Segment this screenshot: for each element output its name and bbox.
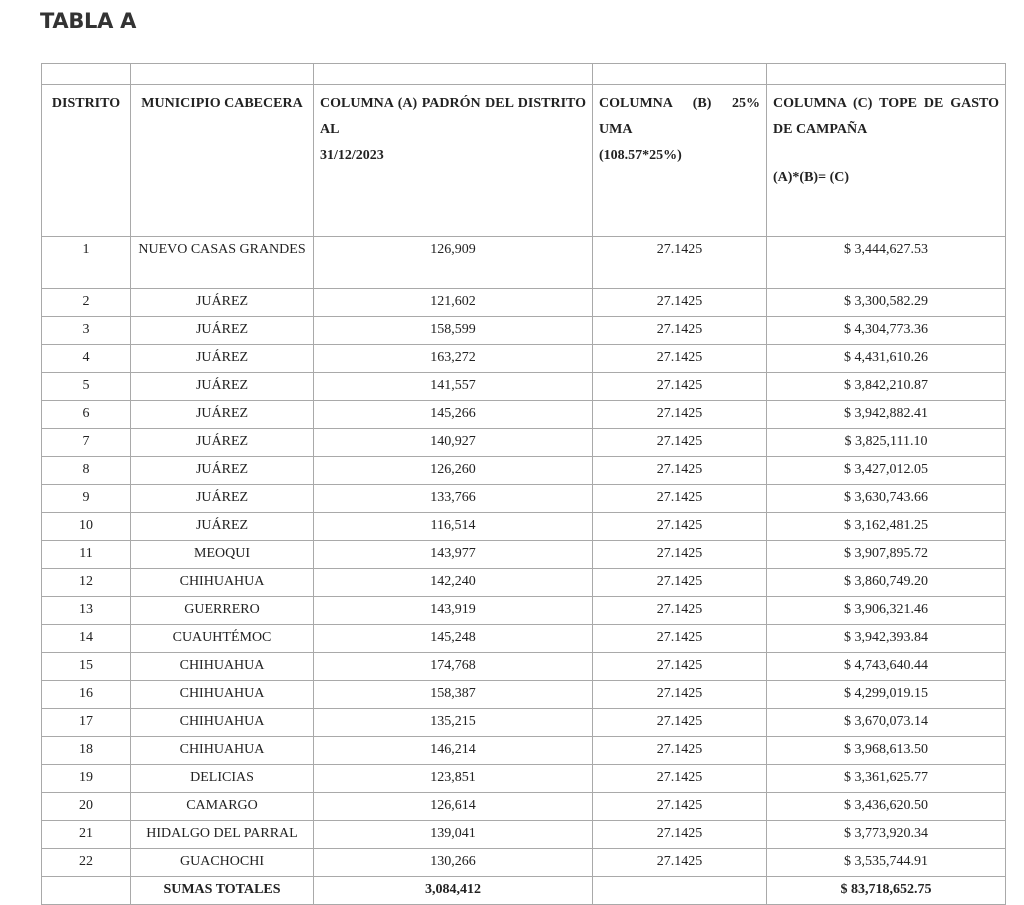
cell-distrito: 10 [42,513,131,541]
cell-uma: 27.1425 [593,345,767,373]
cell-uma: 27.1425 [593,429,767,457]
cell-tope: $ 3,670,073.14 [767,709,1006,737]
table-row [42,541,1006,569]
cell-padron: 139,041 [314,821,593,849]
table-spacer-row [42,64,1006,85]
cell-tope: $ 3,942,882.41 [767,401,1006,429]
cell-municipio: MEOQUI [131,541,314,569]
cell-padron: 116,514 [314,513,593,541]
cell-uma: 27.1425 [593,653,767,681]
cell-distrito: 17 [42,709,131,737]
cell-tope: $ 3,427,012.05 [767,457,1006,485]
table-row [42,485,1006,513]
cell-padron: 146,214 [314,737,593,765]
totals-label: SUMAS TOTALES [131,877,314,905]
cell-uma: 27.1425 [593,401,767,429]
table-row [42,597,1006,625]
cell-municipio: JUÁREZ [131,345,314,373]
table-row [42,821,1006,849]
cell-padron: 158,387 [314,681,593,709]
cell-distrito: 18 [42,737,131,765]
cell-padron: 126,260 [314,457,593,485]
cell-municipio: CHIHUAHUA [131,737,314,765]
cell-uma: 27.1425 [593,289,767,317]
page-title: TABLA A [40,9,137,33]
cell-municipio: JUÁREZ [131,485,314,513]
table-row [42,289,1006,317]
totals-empty-cell [593,877,767,905]
table-row [42,429,1006,457]
cell-padron: 142,240 [314,569,593,597]
spacer-cell [314,64,593,85]
header-col-b [593,85,767,237]
cell-uma: 27.1425 [593,737,767,765]
cell-padron: 145,248 [314,625,593,653]
cell-padron: 121,602 [314,289,593,317]
cell-distrito: 3 [42,317,131,345]
cell-uma: 27.1425 [593,793,767,821]
totals-padron: 3,084,412 [314,877,593,905]
cell-distrito: 5 [42,373,131,401]
cell-padron: 158,599 [314,317,593,345]
cell-padron: 133,766 [314,485,593,513]
cell-municipio: CHIHUAHUA [131,681,314,709]
cell-uma: 27.1425 [593,541,767,569]
cell-municipio: CAMARGO [131,793,314,821]
cell-uma: 27.1425 [593,485,767,513]
cell-distrito: 16 [42,681,131,709]
table-row [42,681,1006,709]
cell-uma: 27.1425 [593,513,767,541]
table-row [42,737,1006,765]
cell-padron: 140,927 [314,429,593,457]
cell-padron: 163,272 [314,345,593,373]
cell-uma: 27.1425 [593,597,767,625]
spacer-cell [593,64,767,85]
cell-tope: $ 3,361,625.77 [767,765,1006,793]
cell-tope: $ 3,968,613.50 [767,737,1006,765]
spacer-cell [42,64,131,85]
table-row [42,849,1006,877]
cell-tope: $ 3,907,895.72 [767,541,1006,569]
cell-municipio: HIDALGO DEL PARRAL [131,821,314,849]
cell-tope: $ 3,300,582.29 [767,289,1006,317]
table-row [42,373,1006,401]
cell-tope: $ 3,436,620.50 [767,793,1006,821]
cell-tope: $ 4,304,773.36 [767,317,1006,345]
cell-uma: 27.1425 [593,569,767,597]
table-row [42,457,1006,485]
cell-uma: 27.1425 [593,625,767,653]
header-col-a-text: COLUMNA (A) PADRÓN DEL DISTRITO AL [320,96,586,137]
cell-municipio: JUÁREZ [131,373,314,401]
table-row [42,317,1006,345]
cell-uma: 27.1425 [593,849,767,877]
table-row [42,653,1006,681]
cell-distrito: 1 [42,237,131,289]
cell-padron: 143,919 [314,597,593,625]
spacer-cell [767,64,1006,85]
table-row [42,793,1006,821]
cell-tope: $ 3,773,920.34 [767,821,1006,849]
cell-municipio: JUÁREZ [131,457,314,485]
cell-distrito: 8 [42,457,131,485]
cell-municipio: CHIHUAHUA [131,653,314,681]
cell-distrito: 19 [42,765,131,793]
cell-distrito: 14 [42,625,131,653]
cell-tope: $ 3,444,627.53 [767,237,1006,289]
table-row [42,765,1006,793]
totals-row [42,877,1006,905]
cell-padron: 126,614 [314,793,593,821]
cell-distrito: 20 [42,793,131,821]
cell-municipio: JUÁREZ [131,317,314,345]
campaign-spending-table [41,63,1006,905]
cell-distrito: 13 [42,597,131,625]
cell-uma: 27.1425 [593,317,767,345]
spacer-cell [131,64,314,85]
cell-padron: 141,557 [314,373,593,401]
cell-tope: $ 3,162,481.25 [767,513,1006,541]
cell-municipio: GUERRERO [131,597,314,625]
table-body [42,237,1006,877]
header-col-c [767,85,1006,237]
cell-distrito: 22 [42,849,131,877]
cell-padron: 145,266 [314,401,593,429]
table-row [42,237,1006,289]
cell-distrito: 11 [42,541,131,569]
table-row [42,345,1006,373]
header-col-c-text: COLUMNA (C) TOPE DE GASTO DE CAMPAÑA [773,96,999,137]
cell-padron: 126,909 [314,237,593,289]
header-col-c-formula: (A)*(B)= (C) [773,170,850,185]
cell-distrito: 6 [42,401,131,429]
cell-padron: 143,977 [314,541,593,569]
cell-padron: 123,851 [314,765,593,793]
cell-uma: 27.1425 [593,457,767,485]
totals-tope: $ 83,718,652.75 [767,877,1006,905]
cell-municipio: JUÁREZ [131,429,314,457]
cell-distrito: 12 [42,569,131,597]
table-row [42,513,1006,541]
table-header-row [42,85,1006,237]
cell-uma: 27.1425 [593,765,767,793]
cell-tope: $ 4,299,019.15 [767,681,1006,709]
cell-municipio: JUÁREZ [131,289,314,317]
cell-distrito: 7 [42,429,131,457]
cell-tope: $ 3,535,744.91 [767,849,1006,877]
cell-municipio: CHIHUAHUA [131,569,314,597]
cell-distrito: 2 [42,289,131,317]
cell-distrito: 9 [42,485,131,513]
cell-municipio: CUAUHTÉMOC [131,625,314,653]
cell-municipio: JUÁREZ [131,513,314,541]
header-col-b-formula: (108.57*25%) [599,148,682,163]
cell-tope: $ 3,630,743.66 [767,485,1006,513]
cell-distrito: 21 [42,821,131,849]
cell-distrito: 4 [42,345,131,373]
cell-uma: 27.1425 [593,821,767,849]
totals-empty-cell [42,877,131,905]
cell-uma: 27.1425 [593,681,767,709]
table-row [42,569,1006,597]
cell-tope: $ 3,825,111.10 [767,429,1006,457]
table-row [42,625,1006,653]
table-row [42,709,1006,737]
cell-distrito: 15 [42,653,131,681]
cell-uma: 27.1425 [593,373,767,401]
cell-municipio: NUEVO CASAS GRANDES [131,237,314,289]
cell-municipio: DELICIAS [131,765,314,793]
cell-tope: $ 3,860,749.20 [767,569,1006,597]
cell-municipio: GUACHOCHI [131,849,314,877]
cell-uma: 27.1425 [593,237,767,289]
header-distrito: DISTRITO [42,85,131,237]
header-municipio: MUNICIPIO CABECERA [131,85,314,237]
cell-municipio: JUÁREZ [131,401,314,429]
cell-municipio: CHIHUAHUA [131,709,314,737]
cell-tope: $ 3,942,393.84 [767,625,1006,653]
cell-tope: $ 3,906,321.46 [767,597,1006,625]
cell-padron: 130,266 [314,849,593,877]
header-col-a-date: 31/12/2023 [320,148,384,163]
cell-uma: 27.1425 [593,709,767,737]
header-col-a [314,85,593,237]
table-row [42,401,1006,429]
cell-tope: $ 3,842,210.87 [767,373,1006,401]
header-col-b-text: COLUMNA (B) 25% UMA [599,96,760,137]
cell-padron: 174,768 [314,653,593,681]
cell-tope: $ 4,431,610.26 [767,345,1006,373]
cell-tope: $ 4,743,640.44 [767,653,1006,681]
cell-padron: 135,215 [314,709,593,737]
